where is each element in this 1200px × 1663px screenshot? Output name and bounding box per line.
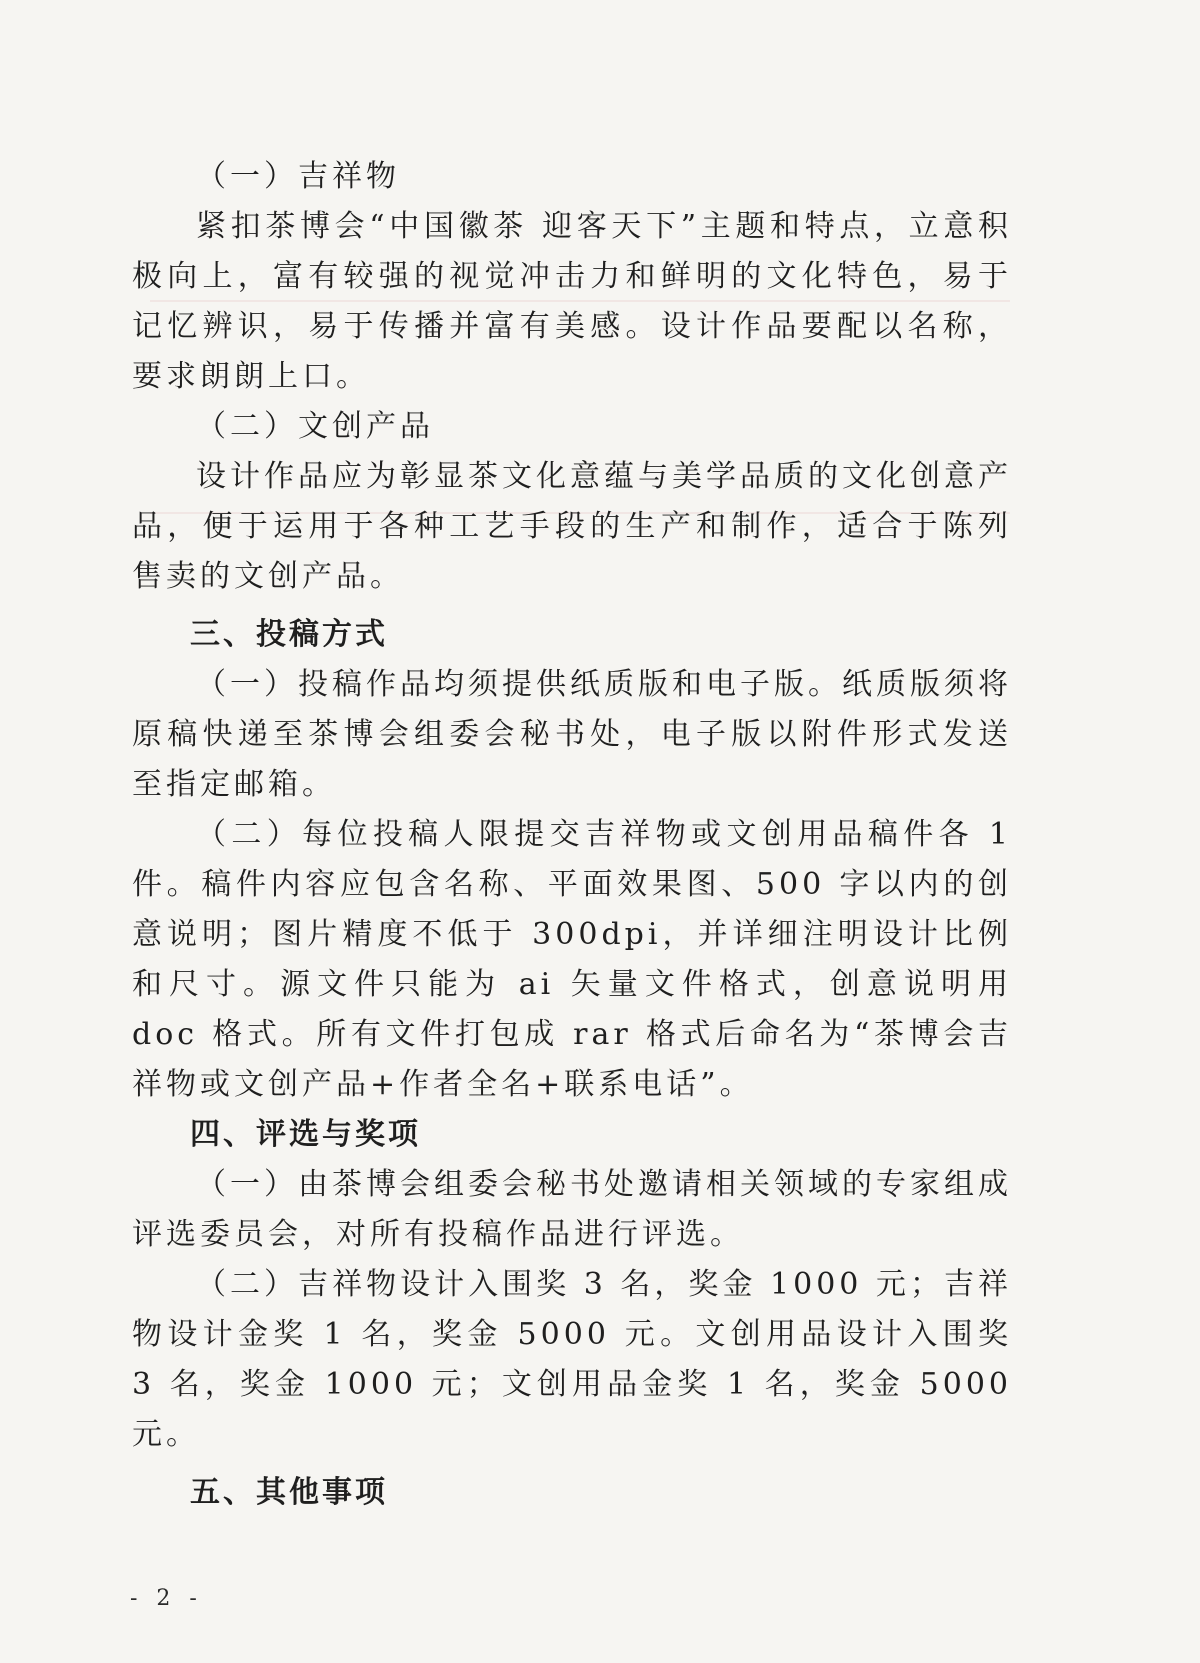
subheading-cultural-products: （二）文创产品: [196, 409, 434, 444]
document-body: [132, 152, 1012, 1518]
section-heading-other-matters: 五、其他事项: [190, 1475, 388, 1510]
subheading-mascot: （一）吉祥物: [196, 159, 400, 194]
paragraph-submission-limits: （二）每位投稿人限提交吉祥物或文创用品稿件各 1 件。稿件内容应包含名称、平面效果图、500 字以内的创意说明；图片精度不低于 300dpi，并详细注明设计比例和尺寸。源文件只能为 ai 矢量文件格式，创意说明用 doc 格式。所有文件打包成 rar 格式后命名为“茶博会吉祥物或文创产品+作者全名+联系电话”。: [132, 817, 1012, 1102]
paragraph-awards: （二）吉祥物设计入围奖 3 名，奖金 1000 元；吉祥物设计金奖 1 名，奖金 5000 元。文创用品设计入围奖 3 名，奖金 1000 元；文创用品金奖 1 名，奖金 5000 元。: [132, 1267, 1012, 1452]
paragraph-judging-committee: （一）由茶博会组委会秘书处邀请相关领域的专家组成评选委员会，对所有投稿作品进行评选。: [132, 1167, 1012, 1252]
paragraph-mascot-requirements: 紧扣茶博会“中国徽茶 迎客天下”主题和特点，立意积极向上，富有较强的视觉冲击力和鲜明的文化特色，易于记忆辨识，易于传播并富有美感。设计作品要配以名称，要求朗朗上口。: [132, 209, 1012, 394]
paragraph-submission-format: （一）投稿作品均须提供纸质版和电子版。纸质版须将原稿快递至茶博会组委会秘书处，电子版以附件形式发送至指定邮箱。: [132, 667, 1012, 802]
paragraph-cultural-products-requirements: 设计作品应为彰显茶文化意蕴与美学品质的文化创意产品，便于运用于各种工艺手段的生产和制作，适合于陈列售卖的文创产品。: [132, 459, 1012, 594]
section-heading-submission: 三、投稿方式: [190, 617, 388, 652]
section-heading-judging: 四、评选与奖项: [190, 1117, 421, 1152]
page-number: - 2 -: [130, 1586, 203, 1611]
